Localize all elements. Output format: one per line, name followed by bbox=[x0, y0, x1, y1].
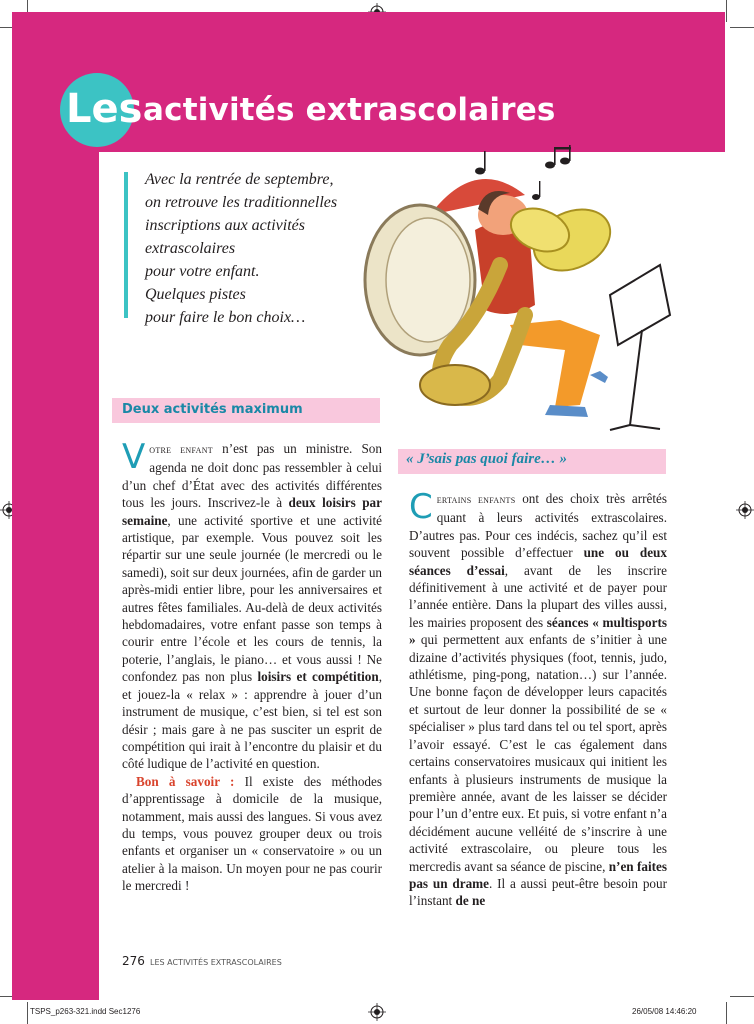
paragraph bbox=[409, 487, 667, 910]
text-run: , une activité sportive et une activité artistique, par exemple. Vous pouvez soit les répartir sur une seule journée (le mercredi ou le samedi), soit sur deux journées, afin de garder un après-midi entier libre, pour les anniversaires et autres fêtes familiales. Au-delà de deux activités hebdomadaires, votre enfant passe son temps à courir entre l’école et les cours de tennis, la poterie, l’anglais, le piano… et vous aussi ! Ne confondez pas non plus bbox=[122, 512, 383, 685]
bold-run: n’en faites pas un drame bbox=[409, 858, 667, 891]
intro-line: extrascolaires bbox=[145, 240, 236, 257]
lead-in: otre enfant bbox=[149, 444, 213, 456]
paragraph bbox=[122, 773, 382, 895]
left-band bbox=[12, 12, 99, 1000]
intro-rule bbox=[124, 172, 128, 318]
column-left bbox=[122, 437, 383, 895]
slug-date: 26/05/08 14:46:20 bbox=[632, 1007, 697, 1016]
text-run: , avant de les inscrire définitivement à une activité et de payer pour l’année entière. Dans la plupart des villes aussi, les mairies proposent des bbox=[409, 562, 667, 630]
bold-run: loisirs et compétition bbox=[257, 669, 379, 685]
section-heading: « J’sais pas quoi faire… » bbox=[406, 451, 567, 467]
section-heading: Deux activités maximum bbox=[122, 402, 303, 417]
bold-run: une ou deux séances d’essai bbox=[409, 545, 667, 578]
intro-line: pour faire le bon choix… bbox=[145, 309, 306, 326]
text-run: n’est pas un ministre. Son agenda ne doit donc pas ressembler à celui d’un chef d’État avec des activités différentes tous les jours. Inscrivez-le à bbox=[122, 441, 382, 511]
text-run: . Il a aussi peut-être besoin pour l’instant bbox=[409, 875, 667, 909]
intro-line: Avec la rentrée de septembre, bbox=[145, 171, 334, 188]
bold-run: deux loisirs par semaine bbox=[122, 495, 382, 528]
crop-mark bbox=[27, 1002, 28, 1024]
column-right bbox=[409, 487, 667, 910]
text-run: qui permettent aux enfants de s’initier à une dizaine d’activités physiques (foot, tennis, judo, athlétisme, ping-pong, natation…) sur l’année. Une bonne façon de développer leurs capacités et surtout de leur donner la possibilité de se « spécialiser » plus tard dans tel ou tel sport, après l’avoir essayé. C’est le cas également dans certains conservatoires musicaux qui initient les enfants à plusieurs instruments de musique la première année, avant de les laisser se décider pour l’un d’entre eux. Et puis, si votre enfant n’a décidément aucune velléité de s’inscrire à une activité extrascolaire, ou pleure tous les mercredis avant sa séance de piscine, bbox=[409, 632, 667, 874]
text-run: ont des choix très arrêtés quant à leurs activités extrascolaires. D’autres pas. Pour ces indécis, sachez qu’il est souvent possible d’effectuer bbox=[409, 491, 667, 561]
crop-mark bbox=[726, 0, 727, 22]
lead-in: ertains enfants bbox=[436, 494, 516, 506]
registration-mark-icon bbox=[368, 1003, 386, 1021]
drop-cap: C bbox=[409, 487, 433, 527]
bold-run: séances « multisports » bbox=[409, 614, 667, 648]
crop-mark bbox=[730, 27, 754, 28]
intro-line: on retrouve les traditionnelles bbox=[145, 194, 338, 211]
drop-cap: V bbox=[122, 437, 146, 477]
crop-mark bbox=[726, 1002, 727, 1024]
title-first-word: Les bbox=[66, 86, 143, 132]
page-number: 276 bbox=[122, 954, 145, 968]
paragraph bbox=[122, 437, 383, 773]
running-footer: LES ACTIVITÉS EXTRASCOLAIRES bbox=[150, 958, 282, 967]
bold-run: de ne bbox=[455, 893, 486, 909]
tip-label: Bon à savoir : bbox=[136, 773, 235, 789]
intro-line: pour votre enfant. bbox=[145, 263, 260, 280]
slug-file: TSPS_p263-321.indd Sec1276 bbox=[30, 1007, 141, 1016]
child-musician-illustration bbox=[360, 145, 680, 435]
intro-text bbox=[145, 168, 385, 329]
crop-mark bbox=[730, 996, 754, 997]
registration-mark-icon bbox=[736, 501, 754, 519]
text-run: , et jouez-la « relax » : apprendre à jouer d’un instrument de musique, c’est bien, si tel est son désir ; mais gare à ne pas susciter un esprit de compétition qui irait à l’encontre du plaisir et du côté ludique de l’activité en question. bbox=[122, 669, 382, 772]
text-run: Il existe des méthodes d’apprentissage à domicile de la musique, notamment, mais aussi des langues. Si vous avez du temps, vous pouvez grouper deux ou trois enfants et organiser un « conservatoire » ou un atelier à la maison. Un moyen pour ne pas courir le mercredi ! bbox=[122, 773, 383, 894]
right-tab bbox=[648, 12, 725, 134]
page-title: activités extrascolaires bbox=[143, 92, 556, 128]
intro-line: Quelques pistes bbox=[145, 286, 246, 303]
intro-line: inscriptions aux activités bbox=[145, 217, 305, 234]
